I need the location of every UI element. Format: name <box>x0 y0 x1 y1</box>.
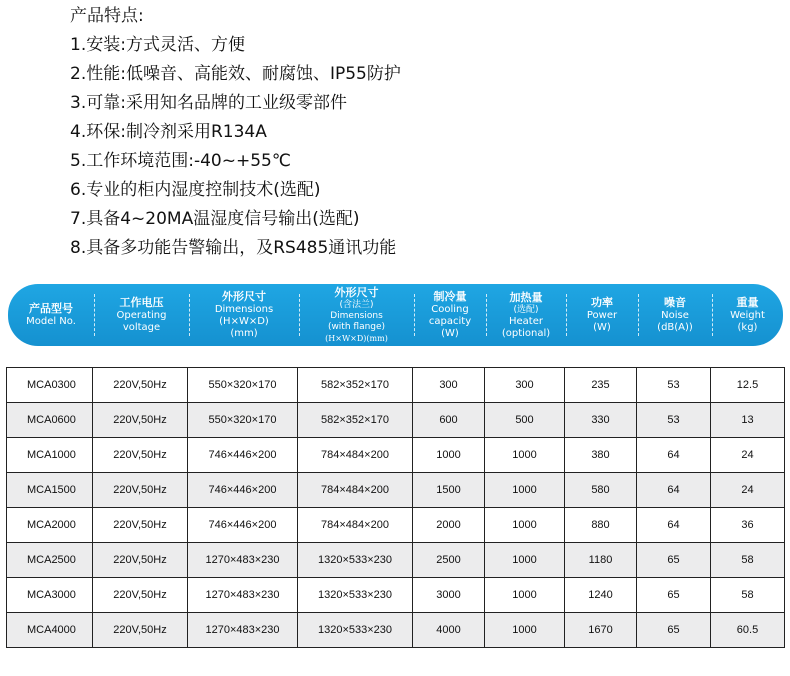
cell-cooling: 3000 <box>413 578 485 613</box>
cell-power: 580 <box>565 473 637 508</box>
table-row <box>7 578 785 613</box>
header-voltage <box>94 284 189 346</box>
cell-heating: 500 <box>485 403 565 438</box>
cell-dims: 1270×483×230 <box>188 578 298 613</box>
header-voltage-en2: voltage <box>122 322 161 333</box>
header-heating-en2: (optional) <box>501 327 551 339</box>
cell-dims: 746×446×200 <box>188 438 298 473</box>
header-power-unit: (W) <box>593 322 611 333</box>
header-cooling-zh: 制冷量 <box>433 290 467 303</box>
cell-dims: 550×320×170 <box>188 403 298 438</box>
cell-weight: 24 <box>711 438 785 473</box>
cell-dims-flange: 1320×533×230 <box>298 613 413 648</box>
cell-model: MCA2500 <box>7 543 93 578</box>
feature-item: 5.工作环境范围:-40~+55℃ <box>70 151 291 171</box>
cell-dims: 746×446×200 <box>188 508 298 543</box>
cell-cooling: 2500 <box>413 543 485 578</box>
header-dims-unit: (mm) <box>230 328 258 339</box>
header-dims-sub: (H×W×D) <box>219 316 269 327</box>
cell-heating: 1000 <box>485 438 565 473</box>
header-weight-unit: (kg) <box>737 322 758 333</box>
cell-voltage: 220V,50Hz <box>93 543 188 578</box>
header-weight <box>712 284 783 346</box>
cell-dims-flange: 1320×533×230 <box>298 543 413 578</box>
header-power <box>566 284 638 346</box>
cell-weight: 13 <box>711 403 785 438</box>
cell-dims-flange: 582×352×170 <box>298 368 413 403</box>
cell-model: MCA4000 <box>7 613 93 648</box>
table-row <box>7 438 785 473</box>
header-dimsf-en2: (with flange) <box>327 322 386 332</box>
cell-noise: 64 <box>637 438 711 473</box>
header-dimensions-flange <box>299 284 414 346</box>
cell-noise: 53 <box>637 403 711 438</box>
header-model-en: Model No. <box>26 316 76 327</box>
header-dimsf-unit: (H×W×D)(mm) <box>325 334 388 343</box>
cell-power: 1180 <box>565 543 637 578</box>
cell-cooling: 1000 <box>413 438 485 473</box>
cell-heating: 1000 <box>485 543 565 578</box>
cell-power: 1240 <box>565 578 637 613</box>
header-cooling-unit: (W) <box>441 328 459 339</box>
cell-weight: 24 <box>711 473 785 508</box>
cell-voltage: 220V,50Hz <box>93 508 188 543</box>
spec-table <box>6 367 785 648</box>
cell-weight: 12.5 <box>711 368 785 403</box>
cell-noise: 65 <box>637 613 711 648</box>
header-model <box>8 284 94 346</box>
cell-heating: 1000 <box>485 473 565 508</box>
header-heating-zh: 加热量 <box>509 290 543 304</box>
header-dimsf-en: Dimensions <box>330 311 383 321</box>
header-cooling-en2: capacity <box>428 316 472 327</box>
cell-dims-flange: 1320×533×230 <box>298 578 413 613</box>
header-cooling-en1: Cooling <box>431 304 469 315</box>
feature-item: 3.可靠:采用知名品牌的工业级零部件 <box>70 93 347 113</box>
header-heating-en1: Heater <box>509 315 543 327</box>
cell-model: MCA1000 <box>7 438 93 473</box>
header-noise-zh: 噪音 <box>664 296 686 309</box>
header-dimensions <box>189 284 299 346</box>
cell-dims: 746×446×200 <box>188 473 298 508</box>
cell-power: 880 <box>565 508 637 543</box>
spec-table-header <box>8 284 783 346</box>
table-row <box>7 543 785 578</box>
cell-weight: 58 <box>711 543 785 578</box>
header-cooling <box>414 284 486 346</box>
table-row <box>7 473 785 508</box>
cell-dims-flange: 784×484×200 <box>298 438 413 473</box>
cell-noise: 53 <box>637 368 711 403</box>
header-dims-zh: 外形尺寸 <box>222 290 266 303</box>
cell-voltage: 220V,50Hz <box>93 613 188 648</box>
feature-item: 2.性能:低噪音、高能效、耐腐蚀、IP55防护 <box>70 64 401 84</box>
cell-model: MCA0300 <box>7 368 93 403</box>
header-model-zh: 产品型号 <box>29 302 73 315</box>
header-dimsf-zh: 外形尺寸 <box>334 286 379 299</box>
feature-item: 1.安装:方式灵活、方便 <box>70 35 245 55</box>
cell-voltage: 220V,50Hz <box>93 403 188 438</box>
cell-cooling: 2000 <box>413 508 485 543</box>
header-voltage-en1: Operating <box>116 310 167 321</box>
header-weight-zh: 重量 <box>736 296 759 309</box>
cell-model: MCA0600 <box>7 403 93 438</box>
feature-list-title: 产品特点: <box>70 6 144 26</box>
cell-weight: 36 <box>711 508 785 543</box>
cell-model: MCA3000 <box>7 578 93 613</box>
cell-heating: 1000 <box>485 613 565 648</box>
header-dimsf-zh-sub: (含法兰) <box>339 300 374 310</box>
feature-list <box>70 4 401 265</box>
cell-noise: 64 <box>637 508 711 543</box>
cell-voltage: 220V,50Hz <box>93 473 188 508</box>
cell-dims: 1270×483×230 <box>188 543 298 578</box>
cell-model: MCA2000 <box>7 508 93 543</box>
cell-heating: 1000 <box>485 508 565 543</box>
table-row <box>7 508 785 543</box>
cell-weight: 58 <box>711 578 785 613</box>
header-dims-en: Dimensions <box>214 304 274 315</box>
feature-item: 7.具备4~20MA温湿度信号输出(选配) <box>70 209 360 229</box>
cell-power: 330 <box>565 403 637 438</box>
header-noise-en: Noise <box>661 310 689 321</box>
cell-power: 235 <box>565 368 637 403</box>
header-weight-en: Weight <box>730 310 765 321</box>
cell-noise: 64 <box>637 473 711 508</box>
cell-noise: 65 <box>637 578 711 613</box>
cell-voltage: 220V,50Hz <box>93 368 188 403</box>
cell-cooling: 600 <box>413 403 485 438</box>
cell-dims-flange: 582×352×170 <box>298 403 413 438</box>
cell-cooling: 4000 <box>413 613 485 648</box>
header-noise <box>638 284 712 346</box>
header-noise-unit: (dB(A)) <box>657 322 693 333</box>
feature-item: 6.专业的柜内湿度控制技术(选配) <box>70 180 321 200</box>
cell-power: 380 <box>565 438 637 473</box>
header-heating-zh-sub: (选配) <box>513 304 539 315</box>
feature-item: 8.具备多功能告警输出，及RS485通讯功能 <box>70 238 397 258</box>
table-row <box>7 368 785 403</box>
table-row <box>7 613 785 648</box>
cell-dims: 550×320×170 <box>188 368 298 403</box>
table-row <box>7 403 785 438</box>
cell-voltage: 220V,50Hz <box>93 578 188 613</box>
cell-dims-flange: 784×484×200 <box>298 508 413 543</box>
cell-cooling: 1500 <box>413 473 485 508</box>
cell-dims-flange: 784×484×200 <box>298 473 413 508</box>
cell-heating: 1000 <box>485 578 565 613</box>
cell-power: 1670 <box>565 613 637 648</box>
cell-noise: 65 <box>637 543 711 578</box>
cell-model: MCA1500 <box>7 473 93 508</box>
header-power-en: Power <box>586 310 618 321</box>
header-heating <box>486 284 566 346</box>
cell-cooling: 300 <box>413 368 485 403</box>
header-voltage-zh: 工作电压 <box>119 296 164 309</box>
feature-item: 4.环保:制冷剂采用R134A <box>70 122 267 142</box>
cell-weight: 60.5 <box>711 613 785 648</box>
cell-voltage: 220V,50Hz <box>93 438 188 473</box>
cell-dims: 1270×483×230 <box>188 613 298 648</box>
cell-heating: 300 <box>485 368 565 403</box>
header-power-zh: 功率 <box>591 296 613 309</box>
